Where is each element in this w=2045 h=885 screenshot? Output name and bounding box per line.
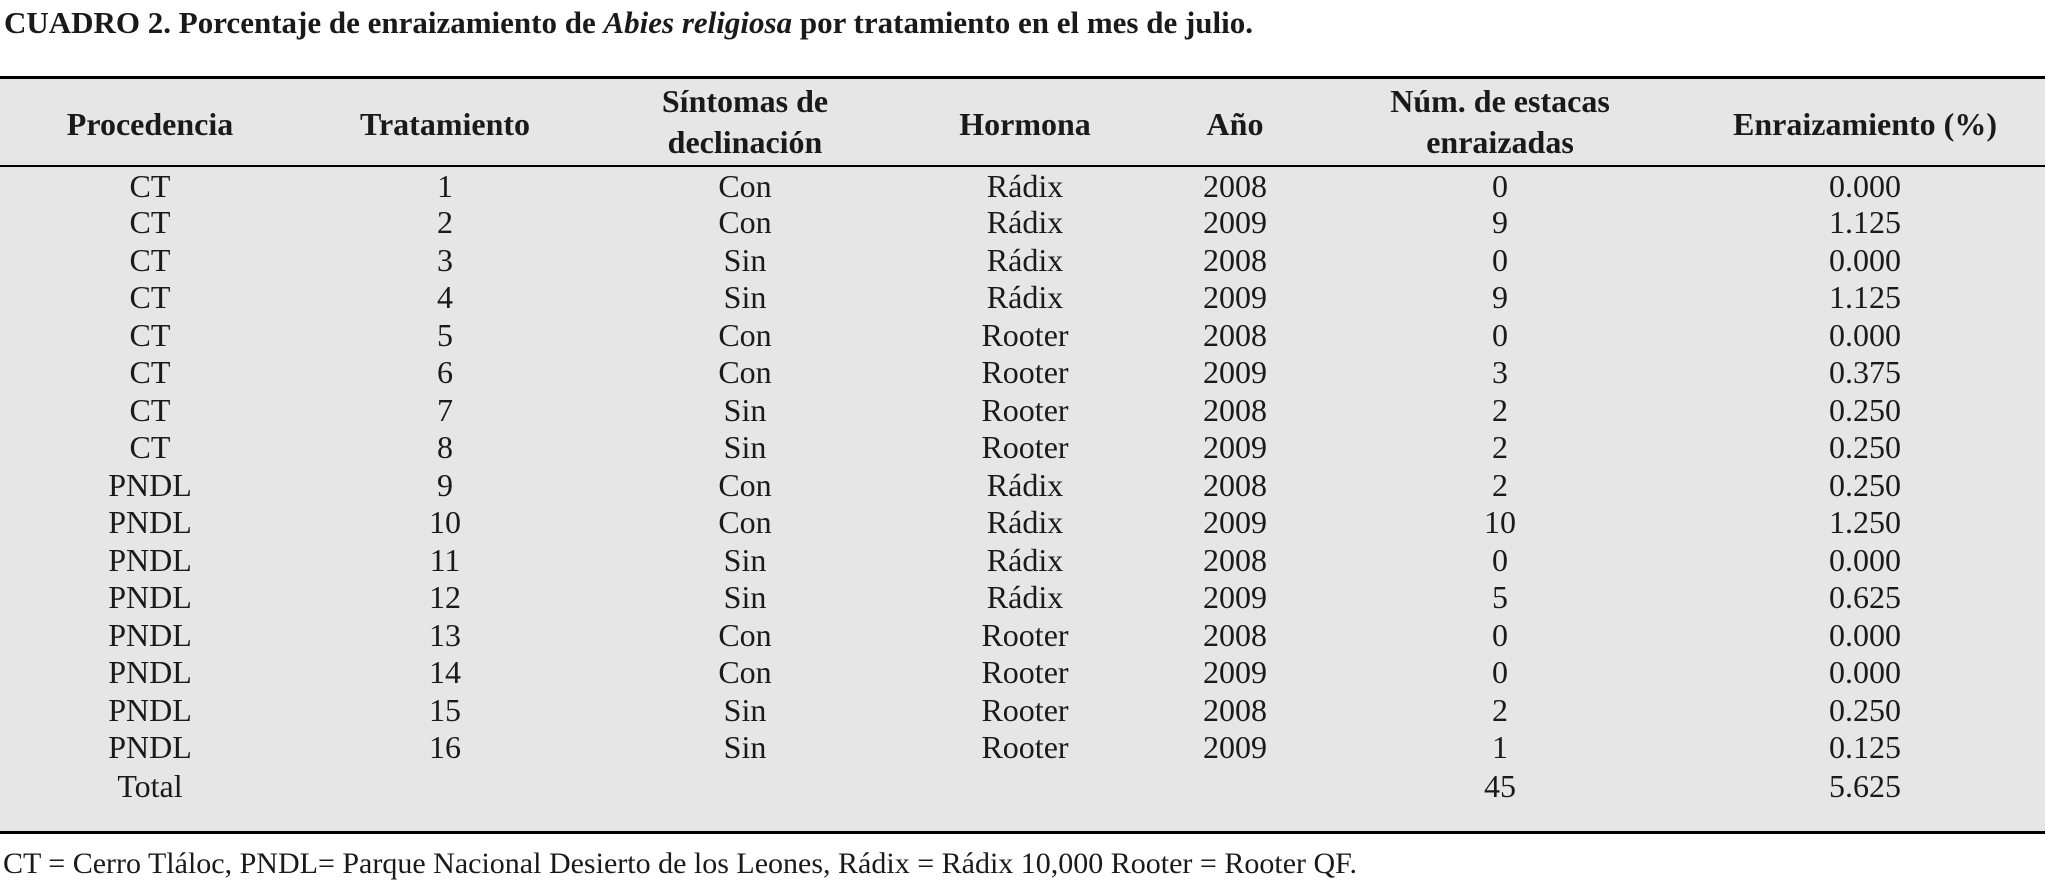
cell-estacas: 0 (1492, 168, 1508, 204)
cell-estacas: 0 (1492, 654, 1508, 690)
cell-hormona: Rooter (981, 617, 1069, 653)
cell-estacas: 1 (1492, 729, 1508, 765)
cell-procedencia: PNDL (108, 654, 192, 690)
header-enraizamiento: Enraizamiento (%) (1733, 105, 1997, 142)
cell-hormona: Rooter (981, 429, 1069, 465)
header-hormona: Hormona (959, 105, 1091, 142)
cell-sintomas: Con (718, 504, 772, 540)
cell-anio: 2008 (1203, 242, 1267, 278)
total-label: Total (117, 768, 183, 804)
cell-procedencia: PNDL (108, 542, 192, 578)
cell-sintomas: Con (718, 617, 772, 653)
cell-sintomas: Sin (723, 429, 767, 465)
table-header (0, 79, 2045, 167)
header-sintomas: Síntomas de declinación (661, 83, 829, 160)
table-row (0, 691, 2045, 729)
cell-tratamiento: 16 (429, 729, 461, 765)
cell-procedencia: PNDL (108, 504, 192, 540)
cell-enraizamiento: 0.250 (1829, 429, 1901, 465)
cell-hormona: Rádix (986, 467, 1064, 503)
table-row (0, 203, 2045, 241)
header-tratamiento: Tratamiento (359, 105, 531, 142)
cell-sintomas: Sin (723, 729, 767, 765)
table-row (0, 241, 2045, 279)
cell-sintomas: Sin (723, 579, 767, 615)
total-enraizamiento: 5.625 (1829, 768, 1901, 804)
cell-anio: 2009 (1203, 579, 1267, 615)
cell-hormona: Rooter (981, 654, 1069, 690)
cell-tratamiento: 11 (429, 542, 461, 578)
cell-sintomas: Sin (723, 279, 767, 315)
cell-estacas: 3 (1492, 354, 1508, 390)
cell-sintomas: Sin (723, 692, 767, 728)
cell-tratamiento: 14 (429, 654, 461, 690)
cell-enraizamiento: 0.000 (1829, 168, 1901, 204)
cell-estacas: 9 (1492, 204, 1508, 240)
header-estacas: Núm. de estacas enraizadas (1390, 83, 1610, 160)
data-table (0, 76, 2045, 834)
cell-enraizamiento: 1.125 (1829, 204, 1901, 240)
cell-enraizamiento: 0.000 (1829, 317, 1901, 353)
cell-tratamiento: 3 (437, 242, 453, 278)
cell-tratamiento: 8 (437, 429, 453, 465)
cell-anio: 2009 (1203, 729, 1267, 765)
cell-anio: 2008 (1203, 392, 1267, 428)
cell-estacas: 10 (1484, 504, 1516, 540)
cell-estacas: 2 (1492, 429, 1508, 465)
cell-tratamiento: 4 (437, 279, 453, 315)
cell-sintomas: Sin (723, 392, 767, 428)
header-anio: Año (1206, 105, 1264, 142)
cell-procedencia: CT (129, 204, 171, 240)
cell-procedencia: CT (129, 317, 171, 353)
cell-tratamiento: 9 (437, 467, 453, 503)
cell-procedencia: PNDL (108, 579, 192, 615)
cell-tratamiento: 2 (437, 204, 453, 240)
table-row (0, 466, 2045, 504)
cell-hormona: Rádix (986, 242, 1064, 278)
cell-estacas: 0 (1492, 242, 1508, 278)
table-row (0, 541, 2045, 579)
cell-tratamiento: 6 (437, 354, 453, 390)
cell-estacas: 2 (1492, 467, 1508, 503)
cell-enraizamiento: 0.000 (1829, 242, 1901, 278)
cell-hormona: Rooter (981, 392, 1069, 428)
cell-anio: 2009 (1203, 429, 1267, 465)
table-row (0, 503, 2045, 541)
cell-enraizamiento: 0.000 (1829, 654, 1901, 690)
cell-hormona: Rádix (986, 579, 1064, 615)
cell-estacas: 0 (1492, 542, 1508, 578)
cell-enraizamiento: 0.250 (1829, 467, 1901, 503)
table-row (0, 391, 2045, 429)
cell-hormona: Rádix (986, 204, 1064, 240)
cell-procedencia: CT (129, 354, 171, 390)
caption-prefix: CUADRO 2. Porcentaje de enraizamiento de (4, 5, 604, 40)
cell-enraizamiento: 0.000 (1829, 617, 1901, 653)
cell-tratamiento: 5 (437, 317, 453, 353)
table-row (0, 278, 2045, 316)
table-row (0, 728, 2045, 766)
cell-procedencia: CT (129, 279, 171, 315)
table-row (0, 653, 2045, 691)
cell-tratamiento: 7 (437, 392, 453, 428)
cell-anio: 2008 (1203, 617, 1267, 653)
cell-hormona: Rooter (981, 354, 1069, 390)
table-footnote: CT = Cerro Tláloc, PNDL= Parque Nacional Desierto de los Leones, Rádix = Rádix 10,000 Rooter = Rooter QF. (3, 847, 1357, 880)
cell-procedencia: CT (129, 168, 171, 204)
table-row (0, 353, 2045, 391)
cell-anio: 2008 (1203, 168, 1267, 204)
cell-hormona: Rooter (981, 692, 1069, 728)
cell-anio: 2008 (1203, 692, 1267, 728)
cell-estacas: 0 (1492, 317, 1508, 353)
cell-enraizamiento: 0.375 (1829, 354, 1901, 390)
cell-procedencia: PNDL (108, 467, 192, 503)
table-caption (4, 0, 1253, 46)
cell-hormona: Rádix (986, 279, 1064, 315)
cell-procedencia: PNDL (108, 692, 192, 728)
cell-estacas: 2 (1492, 392, 1508, 428)
cell-anio: 2009 (1203, 204, 1267, 240)
cell-hormona: Rooter (981, 317, 1069, 353)
table-row (0, 167, 2045, 205)
cell-procedencia: CT (129, 392, 171, 428)
cell-estacas: 2 (1492, 692, 1508, 728)
cell-sintomas: Con (718, 317, 772, 353)
cell-tratamiento: 13 (429, 617, 461, 653)
caption-species: Abies religiosa (603, 5, 793, 40)
cell-tratamiento: 15 (429, 692, 461, 728)
cell-procedencia: PNDL (108, 729, 192, 765)
cell-enraizamiento: 1.250 (1829, 504, 1901, 540)
cell-enraizamiento: 0.125 (1829, 729, 1901, 765)
table-row (0, 578, 2045, 616)
header-procedencia: Procedencia (66, 105, 234, 142)
cell-enraizamiento: 0.625 (1829, 579, 1901, 615)
cell-anio: 2008 (1203, 467, 1267, 503)
cell-hormona: Rádix (986, 168, 1064, 204)
cell-hormona: Rádix (986, 542, 1064, 578)
cell-enraizamiento: 0.250 (1829, 392, 1901, 428)
cell-enraizamiento: 0.250 (1829, 692, 1901, 728)
cell-enraizamiento: 1.125 (1829, 279, 1901, 315)
cell-sintomas: Sin (723, 242, 767, 278)
cell-sintomas: Con (718, 467, 772, 503)
cell-anio: 2008 (1203, 317, 1267, 353)
cell-hormona: Rooter (981, 729, 1069, 765)
cell-anio: 2009 (1203, 504, 1267, 540)
table-total-row (0, 767, 2045, 805)
cell-hormona: Rádix (986, 504, 1064, 540)
cell-enraizamiento: 0.000 (1829, 542, 1901, 578)
cell-sintomas: Con (718, 204, 772, 240)
cell-sintomas: Sin (723, 542, 767, 578)
table-row (0, 616, 2045, 654)
cell-procedencia: CT (129, 242, 171, 278)
cell-anio: 2009 (1203, 654, 1267, 690)
cell-estacas: 9 (1492, 279, 1508, 315)
total-estacas: 45 (1484, 768, 1516, 804)
cell-sintomas: Con (718, 654, 772, 690)
cell-anio: 2008 (1203, 542, 1267, 578)
cell-tratamiento: 12 (429, 579, 461, 615)
table-row (0, 316, 2045, 354)
cell-procedencia: PNDL (108, 617, 192, 653)
cell-anio: 2009 (1203, 279, 1267, 315)
cell-estacas: 0 (1492, 617, 1508, 653)
caption-suffix: por tratamiento en el mes de julio. (792, 5, 1254, 40)
table-row (0, 428, 2045, 466)
cell-estacas: 5 (1492, 579, 1508, 615)
cell-sintomas: Con (718, 354, 772, 390)
cell-procedencia: CT (129, 429, 171, 465)
cell-tratamiento: 1 (437, 168, 453, 204)
cell-sintomas: Con (718, 168, 772, 204)
cell-anio: 2009 (1203, 354, 1267, 390)
cell-tratamiento: 10 (429, 504, 461, 540)
